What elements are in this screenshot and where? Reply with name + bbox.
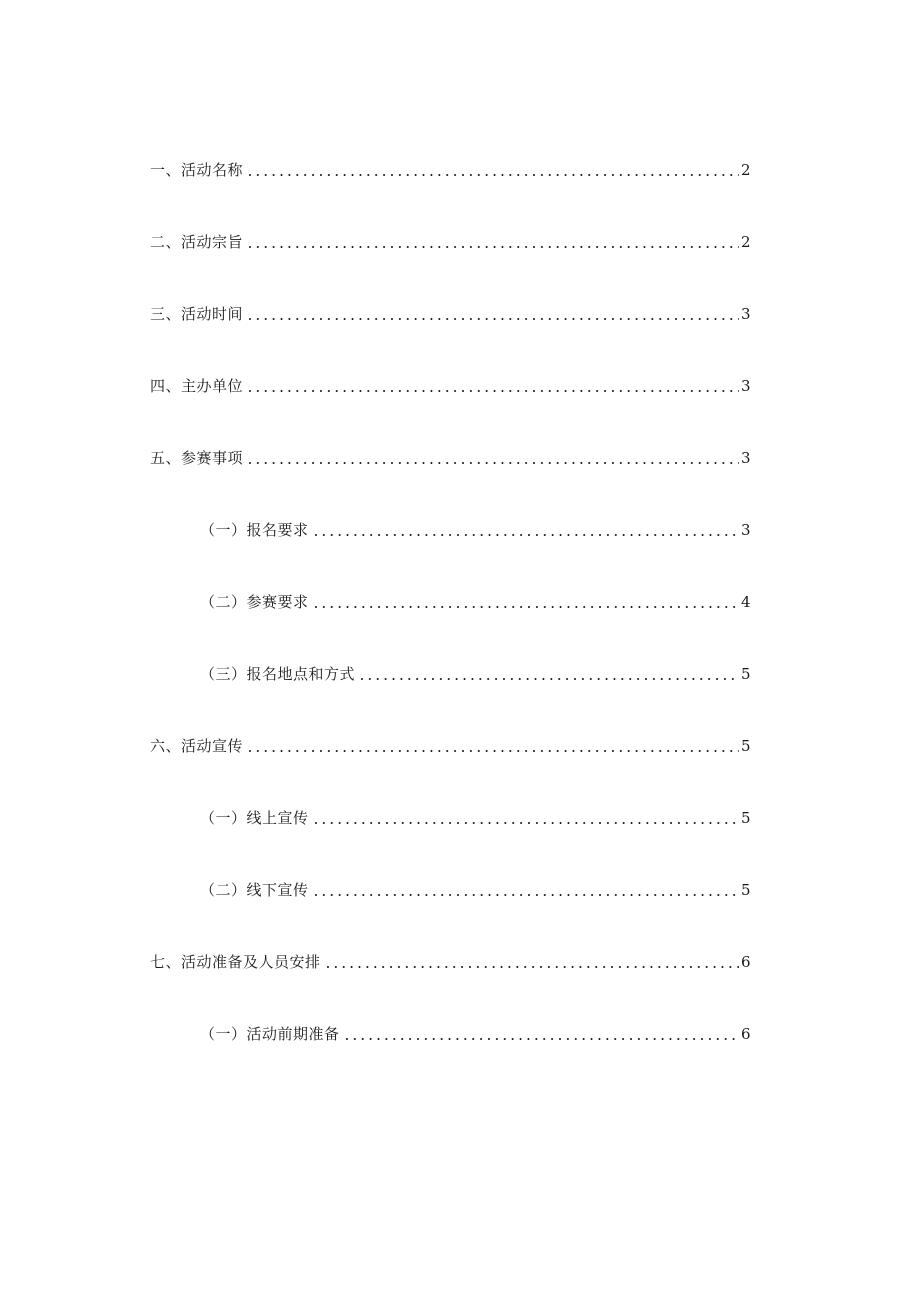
toc-entry-page-number: 2	[740, 233, 751, 251]
toc-entry-competition-requirements[interactable]	[200, 591, 751, 613]
toc-entry-preparation-staffing[interactable]	[150, 951, 751, 973]
toc-entry-page-number: 3	[740, 521, 751, 539]
toc-entry-title: 四、主办单位	[150, 377, 244, 395]
toc-entry-title: （一）活动前期准备	[200, 1025, 340, 1043]
toc-entry-early-preparation[interactable]	[200, 1023, 751, 1045]
toc-entry-page-number: 2	[740, 161, 751, 179]
toc-entry-registration-requirements[interactable]	[200, 519, 751, 541]
toc-entry-activity-time[interactable]	[150, 303, 751, 325]
toc-entry-title: 二、活动宗旨	[150, 233, 244, 251]
toc-dot-leader	[246, 231, 739, 253]
toc-entry-online-promotion[interactable]	[200, 807, 751, 829]
toc-entry-page-number: 4	[740, 593, 751, 611]
toc-entry-title: （一）报名要求	[200, 521, 309, 539]
toc-dot-leader	[246, 303, 739, 325]
toc-entry-title: 七、活动准备及人员安排	[150, 953, 321, 971]
toc-entry-activity-purpose[interactable]	[150, 231, 751, 253]
toc-dot-leader	[343, 1023, 739, 1045]
toc-dot-leader	[312, 519, 739, 541]
toc-dot-leader	[312, 807, 739, 829]
toc-entry-page-number: 3	[740, 305, 751, 323]
toc-entry-page-number: 5	[740, 809, 751, 827]
toc-dot-leader	[312, 591, 739, 613]
toc-entry-title: 一、活动名称	[150, 161, 244, 179]
toc-dot-leader	[358, 663, 739, 685]
toc-entry-title: 三、活动时间	[150, 305, 244, 323]
toc-dot-leader	[312, 879, 739, 901]
toc-entry-title: 六、活动宣传	[150, 737, 244, 755]
toc-entry-page-number: 6	[740, 953, 751, 971]
toc-dot-leader	[246, 159, 739, 181]
toc-entry-title: （一）线上宣传	[200, 809, 309, 827]
toc-entry-activity-name[interactable]	[150, 159, 751, 181]
toc-entry-competition-matters[interactable]	[150, 447, 751, 469]
toc-entry-page-number: 5	[740, 665, 751, 683]
toc-entry-registration-location-method[interactable]	[200, 663, 751, 685]
toc-entry-title: （三）报名地点和方式	[200, 665, 356, 683]
toc-dot-leader	[246, 735, 739, 757]
toc-entry-organizer[interactable]	[150, 375, 751, 397]
toc-entry-page-number: 5	[740, 737, 751, 755]
toc-entry-page-number: 6	[740, 1025, 751, 1043]
toc-dot-leader	[246, 375, 739, 397]
toc-entry-activity-promotion[interactable]	[150, 735, 751, 757]
toc-dot-leader	[324, 951, 739, 973]
toc-entry-title: （二）参赛要求	[200, 593, 309, 611]
toc-entry-page-number: 3	[740, 449, 751, 467]
toc-entry-page-number: 3	[740, 377, 751, 395]
toc-entry-title: 五、参赛事项	[150, 449, 244, 467]
toc-entry-title: （二）线下宣传	[200, 881, 309, 899]
toc-dot-leader	[246, 447, 739, 469]
toc-entry-page-number: 5	[740, 881, 751, 899]
toc-entry-offline-promotion[interactable]	[200, 879, 751, 901]
